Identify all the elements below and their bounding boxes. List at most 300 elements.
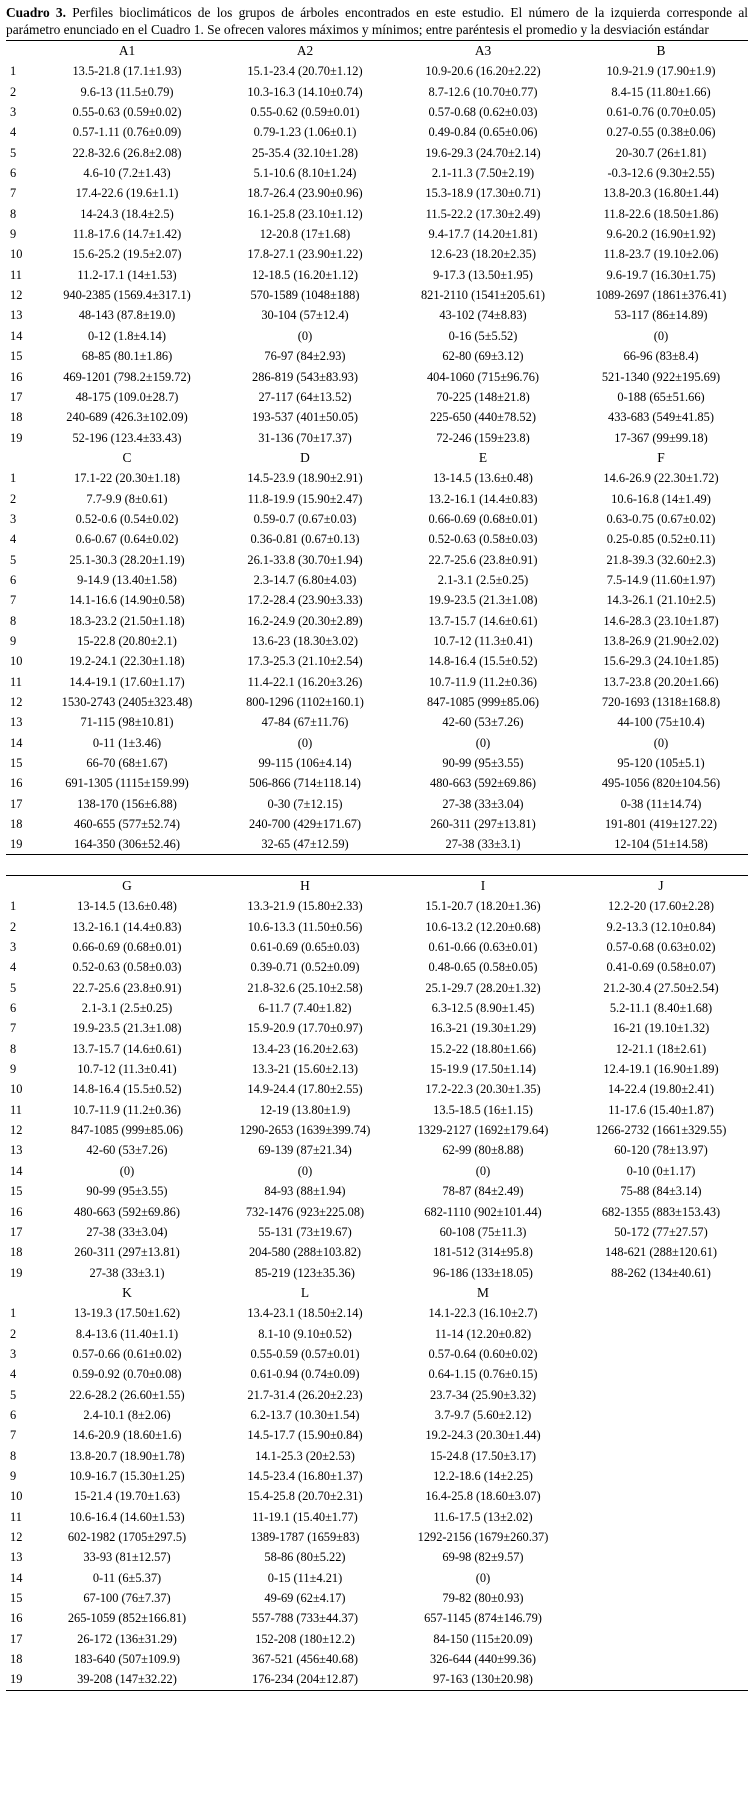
- value-cell: 69-98 (82±9.57): [442, 1550, 524, 1565]
- value-cell: (0): [475, 1570, 491, 1585]
- value-cell: 15.4-25.8 (20.70±2.31): [247, 1489, 363, 1504]
- value-cell: 0.66-0.69 (0.68±0.01): [428, 511, 538, 526]
- value-cell: [572, 1466, 750, 1486]
- value-cell: 13.2-16.1 (14.4±0.83): [428, 491, 538, 506]
- value-cell: 0.48-0.65 (0.58±0.05): [428, 960, 538, 975]
- group-header-row: [6, 876, 750, 896]
- value-cell: 0.25-0.85 (0.52±0.11): [606, 532, 716, 547]
- table-row: [6, 285, 750, 305]
- parameter-number: 8: [10, 613, 17, 628]
- value-cell: 225-650 (440±78.52): [430, 410, 536, 425]
- value-cell: 326-644 (440±99.36): [430, 1652, 536, 1667]
- table-row: [6, 1324, 750, 1344]
- value-cell: 14.1-25.3 (20±2.53): [255, 1448, 355, 1463]
- value-cell: 62-80 (69±3.12): [442, 349, 524, 364]
- parameter-number: 11: [10, 1509, 22, 1524]
- value-cell: 1089-2697 (1861±376.41): [595, 288, 727, 303]
- table-row: [6, 1608, 750, 1628]
- value-cell: 17.3-25.3 (21.10±2.54): [247, 654, 363, 669]
- table-row: [6, 753, 750, 773]
- value-cell: 19.9-23.5 (21.3±1.08): [428, 593, 538, 608]
- value-cell: 191-801 (419±127.22): [604, 817, 718, 832]
- value-cell: 0.61-0.94 (0.74±0.09): [250, 1367, 360, 1382]
- parameter-number: 4: [10, 960, 17, 975]
- table-row: [6, 509, 750, 529]
- value-cell: 12.6-23 (18.20±2.35): [430, 247, 536, 262]
- value-cell: 260-311 (297±13.81): [430, 817, 536, 832]
- value-cell: 183-640 (507±109.9): [74, 1652, 180, 1667]
- value-cell: 0-11 (6±5.37): [92, 1570, 162, 1585]
- value-cell: 1389-1787 (1659±83): [250, 1530, 360, 1544]
- value-cell: 12-18.5 (16.20±1.12): [252, 267, 358, 282]
- parameter-number: 8: [10, 1041, 17, 1056]
- value-cell: 433-683 (549±41.85): [608, 410, 714, 425]
- parameter-number: 14: [10, 328, 23, 343]
- value-cell: 0.41-0.69 (0.58±0.07): [606, 960, 716, 975]
- table-row: [6, 346, 750, 366]
- value-cell: 0.55-0.63 (0.59±0.02): [72, 105, 182, 120]
- value-cell: 602-1982 (1705±297.5): [67, 1530, 187, 1544]
- value-cell: 9.6-19.7 (16.30±1.75): [606, 267, 716, 282]
- table-row: [6, 1079, 750, 1099]
- parameter-number: 7: [10, 1021, 17, 1036]
- value-cell: 15-22.8 (20.80±2.1): [77, 633, 177, 648]
- row-number-header: [6, 448, 38, 468]
- value-cell: 12.2-18.6 (14±2.25): [433, 1468, 533, 1483]
- parameter-number: 2: [10, 919, 17, 934]
- value-cell: 27-38 (33±3.1): [445, 837, 521, 852]
- parameter-number: 18: [10, 817, 23, 832]
- value-cell: 1530-2743 (2405±323.48): [61, 695, 193, 709]
- parameter-number: 5: [10, 145, 17, 160]
- value-cell: [572, 1669, 750, 1689]
- parameter-number: 16: [10, 369, 23, 384]
- value-cell: 14.1-22.3 (16.10±2.7): [428, 1306, 538, 1321]
- table-row: [6, 244, 750, 264]
- value-cell: 11.6-17.5 (13±2.02): [433, 1509, 533, 1524]
- value-cell: 14.3-26.1 (21.10±2.5): [606, 593, 716, 608]
- value-cell: 15.9-20.9 (17.70±0.97): [247, 1021, 363, 1036]
- value-cell: 90-99 (95±3.55): [442, 756, 524, 771]
- table-row: [6, 265, 750, 285]
- group-header-cell: I: [480, 878, 486, 893]
- group-header-cell: [572, 1283, 750, 1303]
- value-cell: [572, 1649, 750, 1669]
- table-part-1: [6, 41, 748, 855]
- value-cell: 14.9-24.4 (17.80±2.55): [247, 1082, 363, 1097]
- value-cell: [572, 1568, 750, 1588]
- value-cell: 557-788 (733±44.37): [252, 1611, 358, 1626]
- value-cell: 13-14.5 (13.6±0.48): [77, 899, 177, 914]
- value-cell: 10.9-16.7 (15.30±1.25): [69, 1468, 185, 1483]
- table-caption: [6, 4, 748, 38]
- parameter-number: 17: [10, 1224, 23, 1239]
- table-part-2: [6, 876, 748, 1690]
- value-cell: 11.8-23.7 (19.10±2.06): [603, 247, 719, 262]
- value-cell: 0.59-0.92 (0.70±0.08): [72, 1367, 182, 1382]
- parameter-number: 13: [10, 1550, 23, 1565]
- value-cell: 15.1-23.4 (20.70±1.12): [247, 64, 363, 79]
- value-cell: 71-115 (98±10.81): [80, 715, 174, 730]
- value-cell: 13-14.5 (13.6±0.48): [433, 471, 533, 486]
- value-cell: 15-19.9 (17.50±1.14): [430, 1062, 536, 1077]
- value-cell: 10.3-16.3 (14.10±0.74): [247, 84, 363, 99]
- group-header-cell: F: [657, 449, 665, 465]
- parameter-number: 10: [10, 247, 23, 262]
- value-cell: 176-234 (204±12.87): [252, 1672, 358, 1687]
- value-cell: 2.1-3.1 (2.5±0.25): [437, 572, 529, 587]
- table-row: [6, 570, 750, 590]
- parameter-number: 15: [10, 349, 23, 364]
- value-cell: 26.1-33.8 (30.70±1.94): [247, 552, 363, 567]
- value-cell: 152-208 (180±12.2): [255, 1631, 355, 1646]
- parameter-number: 2: [10, 1326, 17, 1341]
- value-cell: [572, 1527, 750, 1547]
- value-cell: 204-580 (288±103.82): [248, 1245, 362, 1260]
- parameter-number: 6: [10, 1001, 17, 1016]
- group-header-cell: B: [656, 43, 666, 58]
- value-cell: 11.5-22.2 (17.30±2.49): [425, 206, 541, 221]
- parameter-number: 16: [10, 1611, 23, 1626]
- value-cell: 0.61-0.76 (0.70±0.05): [606, 105, 716, 120]
- table-row: [6, 794, 750, 814]
- parameter-number: 13: [10, 715, 23, 730]
- value-cell: 17.1-22 (20.30±1.18): [74, 471, 180, 486]
- bottom-rule: [6, 1690, 748, 1691]
- value-cell: 0.79-1.23 (1.06±0.1): [253, 125, 357, 140]
- profiles-table-2: [6, 876, 750, 1690]
- table-row: [6, 468, 750, 488]
- value-cell: 48-143 (87.8±19.0): [78, 308, 176, 323]
- value-cell: 75-88 (84±3.14): [620, 1184, 702, 1199]
- caption-label: Cuadro 3.: [6, 5, 66, 20]
- parameter-number: 10: [10, 1082, 23, 1097]
- value-cell: 0.57-0.66 (0.61±0.02): [72, 1346, 182, 1361]
- value-cell: 53-117 (86±14.89): [614, 308, 708, 323]
- value-cell: 67-100 (76±7.37): [83, 1591, 171, 1606]
- value-cell: 42-60 (53±7.26): [442, 715, 524, 730]
- value-cell: 11.8-19.9 (15.90±2.47): [247, 491, 363, 506]
- value-cell: 22.6-28.2 (26.60±1.55): [69, 1387, 185, 1402]
- table-row: [6, 1527, 750, 1547]
- value-cell: 193-537 (401±50.05): [252, 410, 358, 425]
- value-cell: 13.7-23.8 (20.20±1.66): [603, 674, 719, 689]
- table-row: [6, 1120, 750, 1140]
- value-cell: 48-175 (109.0±28.7): [75, 389, 179, 404]
- value-cell: (0): [119, 1163, 135, 1178]
- value-cell: [572, 1608, 750, 1628]
- parameter-number: 11: [10, 267, 22, 282]
- value-cell: 16.3-21 (19.30±1.29): [430, 1021, 536, 1036]
- parameter-number: 4: [10, 532, 17, 547]
- value-cell: 14.6-28.3 (23.10±1.87): [603, 613, 719, 628]
- table-row: [6, 896, 750, 916]
- value-cell: 17.2-22.3 (20.30±1.35): [425, 1082, 541, 1097]
- value-cell: 480-663 (592±69.86): [430, 776, 536, 791]
- parameter-number: 14: [10, 1163, 23, 1178]
- value-cell: 0.61-0.69 (0.65±0.03): [250, 940, 360, 955]
- table-row: [6, 733, 750, 753]
- group-header-cell: C: [122, 449, 132, 465]
- value-cell: 148-621 (288±120.61): [604, 1245, 718, 1260]
- value-cell: 2.1-11.3 (7.50±2.19): [431, 166, 535, 181]
- value-cell: 0.55-0.59 (0.57±0.01): [250, 1346, 360, 1361]
- value-cell: [572, 1507, 750, 1527]
- parameter-number: 9: [10, 633, 17, 648]
- table-row: [6, 1669, 750, 1689]
- value-cell: 13.7-15.7 (14.6±0.61): [428, 613, 538, 628]
- value-cell: 0.61-0.66 (0.63±0.01): [428, 940, 538, 955]
- value-cell: 367-521 (456±40.68): [252, 1652, 358, 1667]
- group-header-cell: G: [122, 878, 132, 893]
- parameter-number: 1: [10, 1306, 17, 1321]
- value-cell: 11-14 (12.20±0.82): [434, 1326, 532, 1341]
- group-header-cell: M: [477, 1284, 489, 1300]
- value-cell: 11.8-22.6 (18.50±1.86): [603, 206, 719, 221]
- value-cell: 97-163 (130±20.98): [433, 1672, 533, 1687]
- group-header-cell: J: [658, 878, 664, 893]
- value-cell: 940-2385 (1569.4±317.1): [63, 288, 191, 303]
- value-cell: 1329-2127 (1692±179.64): [417, 1123, 549, 1138]
- table-row: [6, 407, 750, 427]
- value-cell: 12-21.1 (18±2.61): [615, 1041, 707, 1056]
- value-cell: 17.4-22.6 (19.6±1.1): [75, 186, 179, 201]
- value-cell: 14.8-16.4 (15.5±0.52): [72, 1082, 182, 1097]
- parameter-number: 11: [10, 1102, 22, 1117]
- value-cell: 0.63-0.75 (0.67±0.02): [606, 511, 716, 526]
- parameter-number: 1: [10, 899, 17, 914]
- value-cell: 25-35.4 (32.10±1.28): [252, 145, 358, 160]
- parameter-number: 8: [10, 1448, 17, 1463]
- value-cell: [572, 1425, 750, 1445]
- value-cell: 164-350 (306±52.46): [74, 837, 180, 852]
- value-cell: 15-24.8 (17.50±3.17): [430, 1448, 536, 1463]
- value-cell: 70-225 (148±21.8): [436, 389, 530, 404]
- parameter-number: 17: [10, 1631, 23, 1646]
- value-cell: 10.7-12 (11.3±0.41): [433, 633, 533, 648]
- table-row: [6, 1547, 750, 1567]
- value-cell: 12-20.8 (17±1.68): [259, 227, 351, 242]
- value-cell: 5.1-10.6 (8.10±1.24): [253, 166, 357, 181]
- value-cell: 27-38 (33±3.1): [89, 1265, 165, 1280]
- table-row: [6, 611, 750, 631]
- table-row: [6, 1385, 750, 1405]
- value-cell: 0.49-0.84 (0.65±0.06): [428, 125, 538, 140]
- value-cell: 847-1085 (999±85.06): [70, 1123, 184, 1138]
- parameter-number: 16: [10, 1204, 23, 1219]
- parameter-number: 7: [10, 593, 17, 608]
- value-cell: 15.2-22 (18.80±1.66): [430, 1041, 536, 1056]
- value-cell: 506-866 (714±118.14): [249, 776, 361, 791]
- table-row: [6, 1588, 750, 1608]
- value-cell: 138-170 (156±6.88): [77, 796, 177, 811]
- parameter-number: 15: [10, 1591, 23, 1606]
- group-header-cell: H: [300, 878, 310, 893]
- table-row: [6, 163, 750, 183]
- value-cell: 2.3-14.7 (6.80±4.03): [253, 572, 357, 587]
- value-cell: 0.57-0.64 (0.60±0.02): [428, 1346, 538, 1361]
- table-row: [6, 1242, 750, 1262]
- value-cell: 78-87 (84±2.49): [442, 1184, 524, 1199]
- parameter-number: 8: [10, 206, 17, 221]
- value-cell: 22.8-32.6 (26.8±2.08): [72, 145, 182, 160]
- value-cell: 8.1-10 (9.10±0.52): [258, 1326, 352, 1341]
- row-number-header: [6, 1283, 38, 1303]
- table-row: [6, 712, 750, 732]
- value-cell: 31-136 (70±17.37): [258, 430, 352, 445]
- value-cell: [572, 1446, 750, 1466]
- value-cell: (0): [297, 1163, 313, 1178]
- value-cell: 14.1-16.6 (14.90±0.58): [69, 593, 185, 608]
- table-row: [6, 529, 750, 549]
- value-cell: 286-819 (543±83.93): [252, 369, 358, 384]
- value-cell: [572, 1486, 750, 1506]
- parameter-number: 9: [10, 1062, 17, 1077]
- value-cell: 691-1305 (1115±159.99): [65, 776, 189, 791]
- value-cell: 21.8-39.3 (32.60±2.3): [606, 552, 716, 567]
- table-row: [6, 1140, 750, 1160]
- value-cell: 9-14.9 (13.40±1.58): [77, 572, 177, 587]
- table-row: [6, 957, 750, 977]
- value-cell: 260-311 (297±13.81): [74, 1245, 180, 1260]
- value-cell: 460-655 (577±52.74): [74, 817, 180, 832]
- value-cell: 0-30 (7±12.15): [267, 796, 343, 811]
- value-cell: 18.3-23.2 (21.50±1.18): [69, 613, 185, 628]
- value-cell: 25.1-29.7 (28.20±1.32): [425, 980, 541, 995]
- value-cell: 0.57-0.68 (0.62±0.03): [428, 105, 538, 120]
- value-cell: 27-117 (64±13.52): [258, 389, 352, 404]
- value-cell: 14-22.4 (19.80±2.41): [608, 1082, 714, 1097]
- value-cell: 2.1-3.1 (2.5±0.25): [81, 1001, 173, 1016]
- value-cell: 14.4-19.1 (17.60±1.17): [69, 674, 185, 689]
- value-cell: 8.7-12.6 (10.70±0.77): [428, 84, 538, 99]
- table-row: [6, 590, 750, 610]
- value-cell: 9-17.3 (13.50±1.95): [433, 267, 533, 282]
- value-cell: 1290-2653 (1639±399.74): [239, 1123, 371, 1138]
- value-cell: 469-1201 (798.2±159.72): [63, 369, 191, 384]
- value-cell: 18.7-26.4 (23.90±0.96): [247, 186, 363, 201]
- parameter-number: 1: [10, 64, 17, 79]
- parameter-number: 9: [10, 1468, 17, 1483]
- value-cell: 13.8-20.7 (18.90±1.78): [69, 1448, 185, 1463]
- value-cell: 9.6-13 (11.5±0.79): [80, 84, 174, 99]
- value-cell: 8.4-13.6 (11.40±1.1): [75, 1326, 179, 1341]
- value-cell: 62-99 (80±8.88): [442, 1143, 524, 1158]
- table-row: [6, 204, 750, 224]
- table-row: [6, 1486, 750, 1506]
- value-cell: 6.2-13.7 (10.30±1.54): [250, 1407, 360, 1422]
- value-cell: (0): [475, 1163, 491, 1178]
- table-row: [6, 489, 750, 509]
- parameter-number: 12: [10, 695, 23, 709]
- value-cell: 11.8-17.6 (14.7±1.42): [72, 227, 182, 242]
- group-header-cell: A2: [296, 43, 314, 58]
- table-row: [6, 917, 750, 937]
- value-cell: 66-96 (83±8.4): [623, 349, 699, 364]
- value-cell: 9.4-17.7 (14.20±1.81): [428, 227, 538, 242]
- value-cell: 49-69 (62±4.17): [264, 1591, 346, 1606]
- value-cell: 13.5-21.8 (17.1±1.93): [72, 64, 182, 79]
- value-cell: 13.4-23 (16.20±2.63): [252, 1041, 358, 1056]
- table-row: [6, 1507, 750, 1527]
- parameter-number: 6: [10, 166, 17, 181]
- value-cell: 821-2110 (1541±205.61): [420, 288, 546, 303]
- value-cell: 181-512 (314±95.8): [433, 1245, 533, 1260]
- value-cell: 12-19 (13.80±1.9): [259, 1102, 351, 1117]
- parameter-number: 3: [10, 1346, 17, 1361]
- value-cell: 27-38 (33±3.04): [86, 1224, 168, 1239]
- value-cell: 13.6-23 (18.30±3.02): [252, 633, 358, 648]
- value-cell: 4.6-10 (7.2±1.43): [83, 166, 171, 181]
- value-cell: 15.1-20.7 (18.20±1.36): [425, 899, 541, 914]
- value-cell: 0.6-0.67 (0.64±0.02): [75, 532, 179, 547]
- value-cell: [572, 1303, 750, 1323]
- value-cell: 14.5-23.4 (16.80±1.37): [247, 1468, 363, 1483]
- parameter-number: 7: [10, 1428, 17, 1443]
- value-cell: 10.6-13.2 (12.20±0.68): [425, 919, 541, 934]
- value-cell: 21.2-30.4 (27.50±2.54): [603, 980, 719, 995]
- value-cell: 8.4-15 (11.80±1.66): [611, 84, 711, 99]
- value-cell: 0.64-1.15 (0.76±0.15): [428, 1367, 538, 1382]
- parameter-number: 2: [10, 84, 17, 99]
- table-row: [6, 1039, 750, 1059]
- table-row: [6, 1263, 750, 1283]
- table-row: [6, 1364, 750, 1384]
- table-row: [6, 834, 750, 854]
- parameter-number: 5: [10, 980, 17, 995]
- value-cell: 27-38 (33±3.04): [442, 796, 524, 811]
- value-cell: 19.2-24.1 (22.30±1.18): [69, 654, 185, 669]
- value-cell: [572, 1385, 750, 1405]
- table-row: [6, 1629, 750, 1649]
- value-cell: 68-85 (80.1±1.86): [81, 349, 173, 364]
- value-cell: 10.6-16.4 (14.60±1.53): [69, 1509, 185, 1524]
- table-row: [6, 1649, 750, 1669]
- table-row: [6, 1181, 750, 1201]
- table-row: [6, 1018, 750, 1038]
- value-cell: 13.3-21.9 (15.80±2.33): [247, 899, 363, 914]
- value-cell: 17.8-27.1 (23.90±1.22): [247, 247, 363, 262]
- value-cell: 0.36-0.81 (0.67±0.13): [250, 532, 360, 547]
- value-cell: 0-10 (0±1.17): [626, 1163, 696, 1178]
- value-cell: 15.6-25.2 (19.5±2.07): [72, 247, 182, 262]
- value-cell: 1266-2732 (1661±329.55): [595, 1123, 727, 1138]
- value-cell: 13.8-20.3 (16.80±1.44): [603, 186, 719, 201]
- value-cell: 11.4-22.1 (16.20±3.26): [247, 674, 363, 689]
- table-row: [6, 122, 750, 142]
- value-cell: 521-1340 (922±195.69): [601, 369, 721, 384]
- table-row: [6, 326, 750, 346]
- value-cell: 58-86 (80±5.22): [264, 1550, 346, 1565]
- value-cell: 0.55-0.62 (0.59±0.01): [250, 105, 360, 120]
- value-cell: 10.6-13.3 (11.50±0.56): [247, 919, 363, 934]
- value-cell: 10.6-16.8 (14±1.49): [611, 491, 711, 506]
- value-cell: 732-1476 (923±225.08): [245, 1204, 365, 1219]
- table-row: [6, 937, 750, 957]
- value-cell: 17.2-28.4 (23.90±3.33): [247, 593, 363, 608]
- value-cell: (0): [297, 735, 313, 750]
- group-header-cell: A1: [118, 43, 136, 58]
- value-cell: 9.6-20.2 (16.90±1.92): [606, 227, 716, 242]
- value-cell: 0.52-0.6 (0.54±0.02): [75, 511, 179, 526]
- value-cell: 0-188 (65±51.66): [617, 389, 705, 404]
- table-row: [6, 1303, 750, 1323]
- table-row: [6, 61, 750, 81]
- value-cell: 7.5-14.9 (11.60±1.97): [606, 572, 716, 587]
- value-cell: 480-663 (592±69.86): [74, 1204, 180, 1219]
- value-cell: [572, 1629, 750, 1649]
- value-cell: 0-15 (11±4.21): [267, 1570, 343, 1585]
